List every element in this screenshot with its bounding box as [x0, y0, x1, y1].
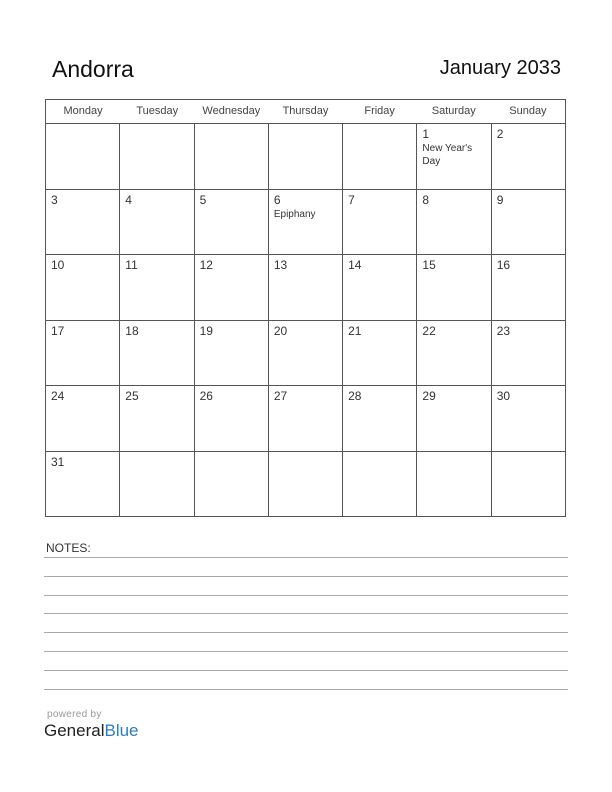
- day-number: 29: [422, 389, 436, 403]
- week-row: [46, 321, 565, 387]
- day-cell: [343, 190, 417, 255]
- day-number: 11: [125, 258, 138, 272]
- day-number: 20: [273, 323, 288, 338]
- day-cell: [492, 255, 565, 320]
- day-number: 27: [273, 389, 288, 403]
- day-number: 2: [496, 127, 504, 141]
- weekday-monday: Monday: [63, 105, 103, 117]
- day-cell: [46, 386, 120, 451]
- day-cell: [46, 124, 120, 189]
- day-cell: [46, 321, 120, 386]
- day-number: 5: [199, 192, 207, 207]
- day-number: 26: [199, 389, 213, 403]
- week-row: [46, 386, 565, 452]
- day-cell: [492, 452, 565, 517]
- day-number: 15: [422, 258, 436, 272]
- day-cell: [343, 255, 417, 320]
- day-cell: [492, 386, 565, 451]
- day-number: 28: [348, 389, 362, 403]
- day-number: 17: [51, 323, 65, 338]
- day-cell: [343, 386, 417, 451]
- powered-by-text: powered by: [47, 709, 102, 720]
- day-number: 9: [496, 192, 504, 207]
- day-cell: [417, 255, 491, 320]
- holiday-label: New Year's Day: [422, 143, 473, 167]
- day-number: 19: [199, 323, 213, 338]
- note-line: [44, 670, 568, 671]
- weekday-wednesday: Wednesday: [202, 105, 261, 117]
- calendar-grid: [45, 99, 566, 517]
- day-number: 13: [273, 258, 288, 272]
- day-cell: [46, 190, 120, 255]
- day-cell: [417, 386, 491, 451]
- day-number: 3: [51, 192, 58, 207]
- note-line: [44, 595, 568, 596]
- day-cell: [417, 124, 491, 189]
- day-cell: [343, 321, 417, 386]
- day-number: 8: [422, 192, 430, 207]
- day-cell: [120, 386, 194, 451]
- day-cell: [195, 386, 269, 451]
- weekday-sunday: Sunday: [509, 105, 547, 117]
- note-line: [44, 557, 568, 558]
- weekday-saturday: Saturday: [431, 105, 476, 117]
- note-line: [44, 651, 568, 652]
- day-cell: [269, 190, 343, 255]
- day-cell: [492, 321, 565, 386]
- week-row: [46, 190, 565, 256]
- day-number: 10: [51, 258, 65, 272]
- day-number: 4: [125, 192, 132, 207]
- note-line: [44, 632, 568, 633]
- day-cell: [195, 190, 269, 255]
- day-cell: [195, 321, 269, 386]
- day-cell: [120, 124, 194, 189]
- calendar-weeks: [46, 124, 565, 516]
- day-number: 23: [496, 323, 511, 338]
- day-cell: [120, 190, 194, 255]
- day-cell: [269, 124, 343, 189]
- brand-blue-text: Blue: [104, 721, 139, 740]
- day-cell: [269, 386, 343, 451]
- week-row: [46, 124, 565, 190]
- day-cell: [195, 452, 269, 517]
- week-row: [46, 452, 565, 517]
- note-line: [44, 689, 568, 690]
- day-cell: [492, 190, 565, 255]
- day-cell: [492, 124, 565, 189]
- day-cell: [46, 452, 120, 517]
- day-number: 18: [125, 323, 139, 338]
- day-number: 1: [422, 127, 430, 141]
- generalblue-logo: [44, 721, 139, 741]
- day-number: 6: [273, 192, 281, 207]
- holiday-label: Epiphany: [273, 208, 316, 220]
- day-number: 25: [125, 389, 139, 403]
- day-number: 30: [496, 389, 511, 403]
- day-cell: [269, 255, 343, 320]
- note-line: [44, 576, 568, 577]
- country-title: Andorra: [52, 56, 134, 82]
- note-line: [44, 613, 568, 614]
- weekday-header-row: [46, 100, 565, 124]
- day-cell: [417, 321, 491, 386]
- day-number: 12: [199, 258, 213, 272]
- brand-general-text: General: [44, 721, 105, 740]
- day-cell: [120, 452, 194, 517]
- day-cell: [343, 452, 417, 517]
- day-number: 24: [51, 389, 65, 403]
- weekday-thursday: Thursday: [282, 105, 329, 117]
- day-number: 7: [348, 192, 355, 207]
- day-cell: [343, 124, 417, 189]
- day-cell: [46, 255, 120, 320]
- day-number: 16: [496, 258, 511, 272]
- day-cell: [195, 255, 269, 320]
- day-cell: [195, 124, 269, 189]
- day-cell: [269, 321, 343, 386]
- day-number: 14: [348, 258, 362, 272]
- month-year-title: January 2033: [439, 57, 561, 79]
- day-cell: [269, 452, 343, 517]
- day-number: 22: [422, 323, 436, 338]
- day-number: 21: [348, 323, 362, 338]
- day-cell: [417, 452, 491, 517]
- week-row: [46, 255, 565, 321]
- day-cell: [120, 321, 194, 386]
- day-cell: [120, 255, 194, 320]
- day-cell: [417, 190, 491, 255]
- weekday-friday: Friday: [364, 105, 395, 117]
- weekday-tuesday: Tuesday: [136, 105, 179, 117]
- notes-label: NOTES:: [46, 541, 91, 555]
- day-number: 31: [51, 454, 65, 469]
